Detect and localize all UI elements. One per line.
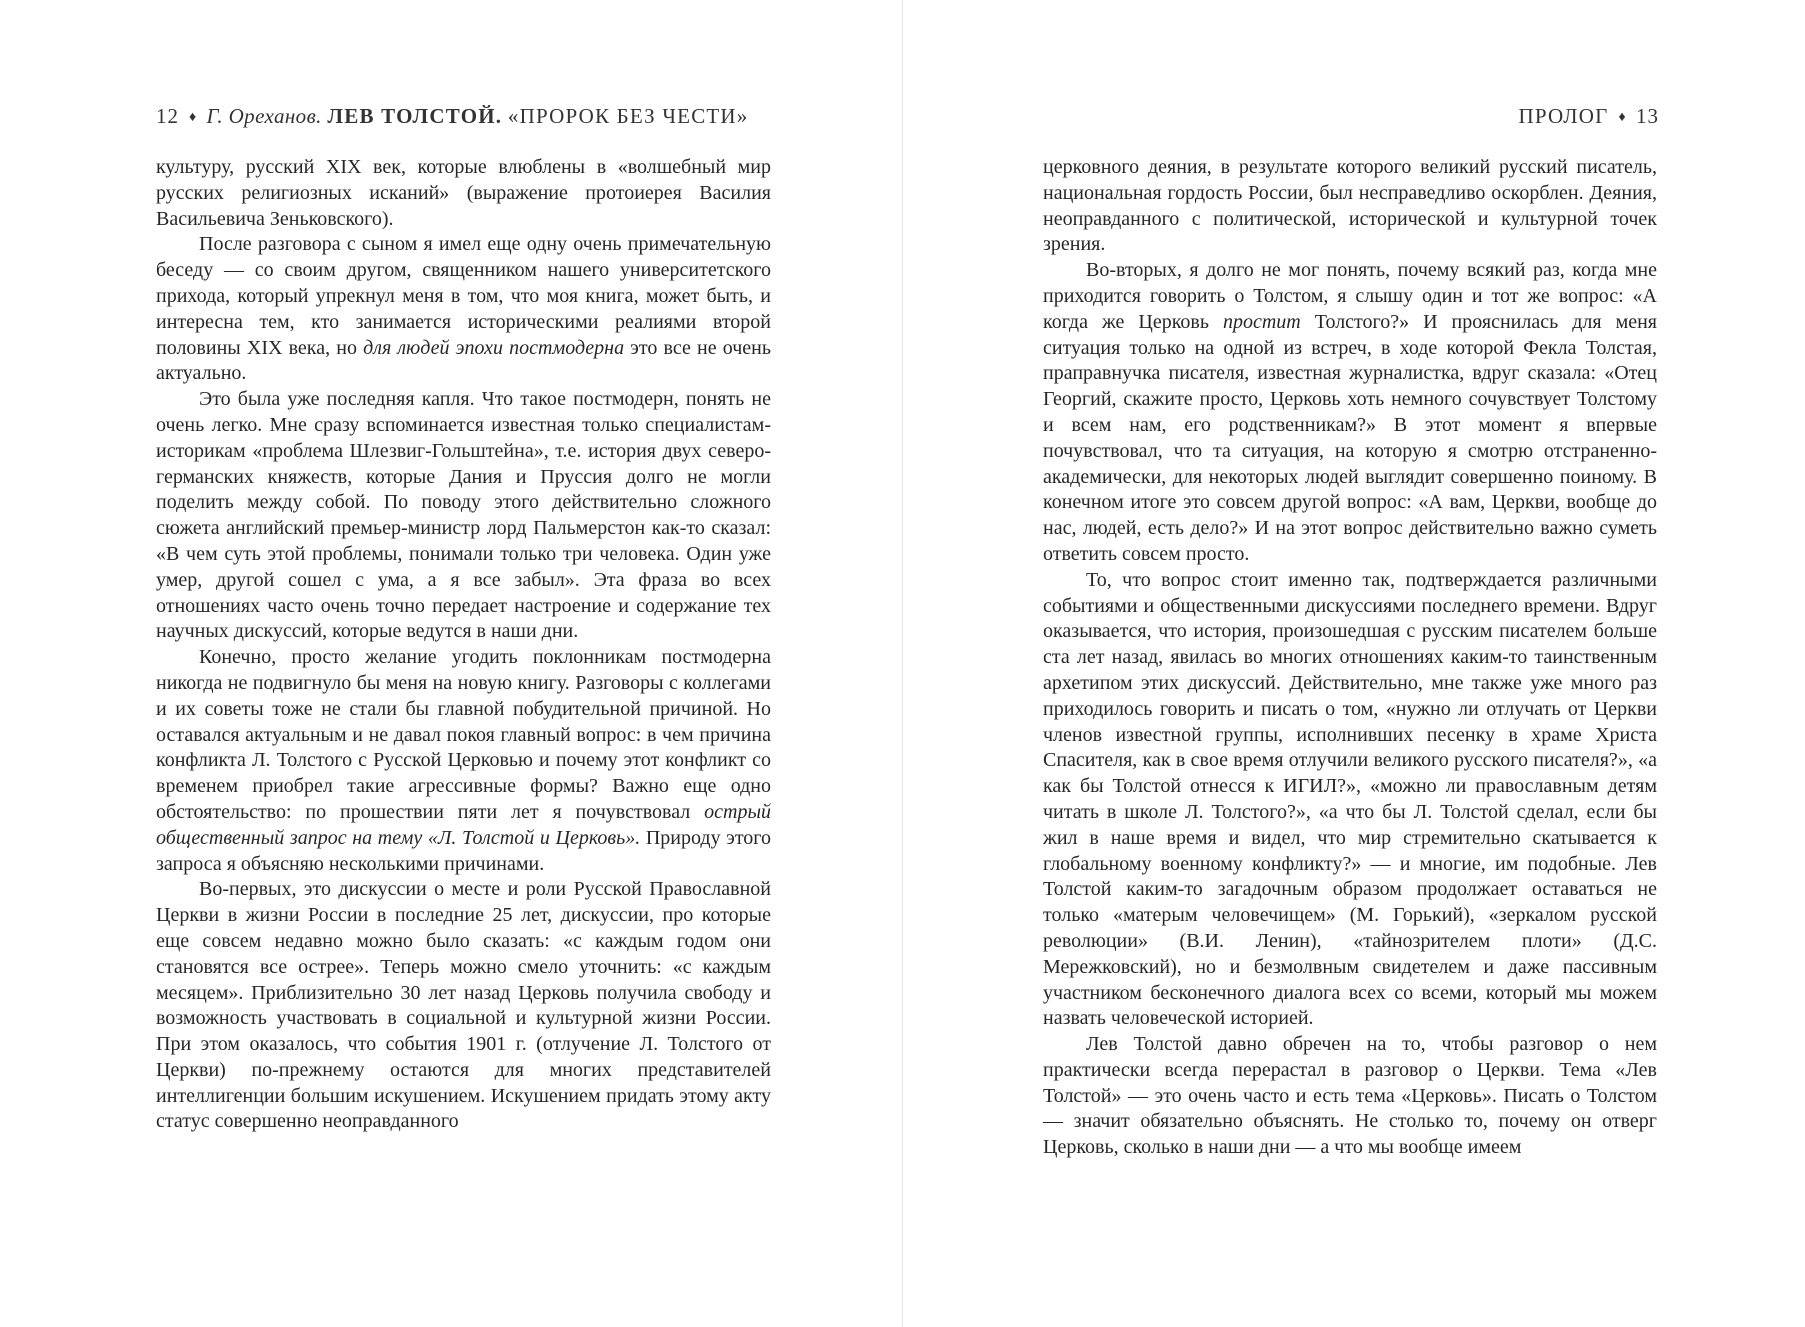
- emphasis: острый общественный запрос на тему «Л. Толстой и Церковь».: [156, 800, 771, 849]
- right-page: [903, 0, 1805, 1327]
- diamond-separator-icon: ♦: [1618, 110, 1626, 125]
- paragraph: Во-вторых, я долго не мог понять, почему всякий раз, когда мне приходится говорить о Толстом, я слышу один и тот же вопрос: «А когда же Церковь простит Толстого?» И прояснилась для меня ситуация только на одной из встреч, в ходе которой Фекла Толстая, праправнучка писателя, известная журналистка, вдруг сказала: «Отец Георгий, скажите просто, Церковь хоть немного сочувствует Толстому и всем нам, его родственникам?» В этот момент я впервые почувствовал, что та ситуация, на которую я смотрю отстраненно-академически, для некоторых людей выглядит совершенно поиному. В конечном итоге это совсем другой вопрос: «А вам, Церкви, вообще до нас, людей, есть дело?» И на этот вопрос действительно важно суметь ответить совсем просто.: [1043, 259, 1657, 565]
- emphasis: простит: [1222, 310, 1301, 333]
- paragraph: церковного деяния, в результате которого великий русский писатель, национальная гордость России, был несправедливо оскорблен. Деяния, неоправданного с политической, исторической и культурной точек зрения.: [1043, 156, 1657, 256]
- paragraph: Это была уже последняя капля. Что такое постмодерн, понять не очень легко. Мне сразу вспоминается известная только специалистам-историкам «проблема Шлезвиг-Гольштейна», т.е. история двух северо-германских княжеств, которые Дания и Пруссия долго не могли поделить между собой. По поводу этого действительно сложного сюжета английский премьер-министр лорд Пальмерстон как-то сказал: «В чем суть этой проблемы, понимали только три человека. Один уже умер, другой сошел с ума, а я все забыл». Эта фраза во всех отношениях часто очень точно передает настроение и содержание тех научных дискуссий, которые ведутся в наши дни.: [156, 388, 771, 643]
- emphasis: для людей эпохи постмодерна: [363, 336, 625, 359]
- right-page-body: [1043, 155, 1657, 1161]
- diamond-separator-icon: ♦: [189, 110, 197, 125]
- running-header-right: [1518, 104, 1659, 129]
- book-subtitle: «ПРОРОК БЕЗ ЧЕСТИ»: [507, 104, 749, 128]
- left-page: [0, 0, 902, 1327]
- paragraph: культуру, русский XIX век, которые влюблены в «волшебный мир русских религиозных исканий» (выражение протоиерея Василия Васильевича Зеньковского).: [156, 156, 771, 230]
- left-page-body: [156, 155, 771, 1135]
- author-name: Г. Ореханов.: [206, 104, 322, 128]
- paragraph: После разговора с сыном я имел еще одну очень примечательную беседу — со своим другом, священником нашего университетского прихода, который упрекнул меня в том, что моя книга, может быть, и интересна тем, кто занимается историческими реалиями второй половины XIX века, но для людей эпохи постмодерна это все не очень актуально.: [156, 233, 771, 385]
- paragraph: То, что вопрос стоит именно так, подтверждается различными событиями и общественными дискуссиями последнего времени. Вдруг оказывается, что история, произошедшая с русским писателем больше ста лет назад, явилась во многих отношениях каким-то таинственным архетипом этих дискуссий. Действительно, мне также уже много раз приходилось говорить и писать о том, «нужно ли отлучать от Церкви членов известной группы, исполнивших песенку в храме Христа Спасителя, как в свое время отлучили великого русского писателя?», «а как бы Толстой отнесся к ИГИЛ?», «можно ли православным детям читать в школе Л. Толстого?», «а что бы Л. Толстой сделал, если бы жил в наше время и видел, что мир стремительно скатывается к глобальному военному конфликту?» — и многие, им подобные. Лев Толстой каким-то загадочным образом продолжает оставаться не только «матерым человечищем» (М. Горький), «зеркалом русской революции» (В.И. Ленин), «тайнозрителем плоти» (Д.С. Мережковский), но и безмолвным свидетелем и даже пассивным участником бесконечного диалога всех со всеми, который мы можем назвать человеческой историей.: [1043, 568, 1657, 1030]
- chapter-title: ПРОЛОГ: [1518, 104, 1609, 128]
- running-header-left: [156, 104, 749, 129]
- page-number-right: 13: [1636, 104, 1659, 128]
- paragraph: Конечно, просто желание угодить поклонникам постмодерна никогда не подвигнуло бы меня на новую книгу. Разговоры с коллегами и их советы тоже не стали бы главной побудительной причиной. Но оставался актуальным и не давал покоя главный вопрос: в чем причина конфликта Л. Толстого с Русской Церковью и почему этот конфликт со временем приобрел такие агрессивные формы? Важно еще одно обстоятельство: по прошествии пяти лет я почувствовал острый общественный запрос на тему «Л. Толстой и Церковь». Природу этого запроса я объясняю несколькими причинами.: [156, 646, 772, 875]
- paragraph: Лев Толстой давно обречен на то, чтобы разговор о нем практически всегда перерастал в разговор о Церкви. Тема «Лев Толстой» — это очень часто и есть тема «Церковь». Писать о Толстом — значит обязательно объяснять. Не столько то, почему он отверг Церковь, сколько в наши дни — а что мы вообще имеем: [1043, 1033, 1657, 1159]
- paragraph: Во-первых, это дискуссии о месте и роли Русской Православной Церкви в жизни России в последние 25 лет, дискуссии, про которые еще совсем недавно можно было сказать: «с каждым годом они становятся все острее». Теперь можно смело уточнить: «с каждым месяцем». Приблизительно 30 лет назад Церковь получила свободу и возможность участвовать в социальной и культурной жизни России. При этом оказалось, что события 1901 г. (отлучение Л. Толстого от Церкви) по-прежнему остаются для многих представителей интеллигенции большим искушением. Искушением придать этому акту статус совершенно неоправданного: [156, 878, 771, 1133]
- book-title-bold: ЛЕВ ТОЛСТОЙ.: [327, 104, 503, 128]
- page-number-left: 12: [156, 104, 179, 128]
